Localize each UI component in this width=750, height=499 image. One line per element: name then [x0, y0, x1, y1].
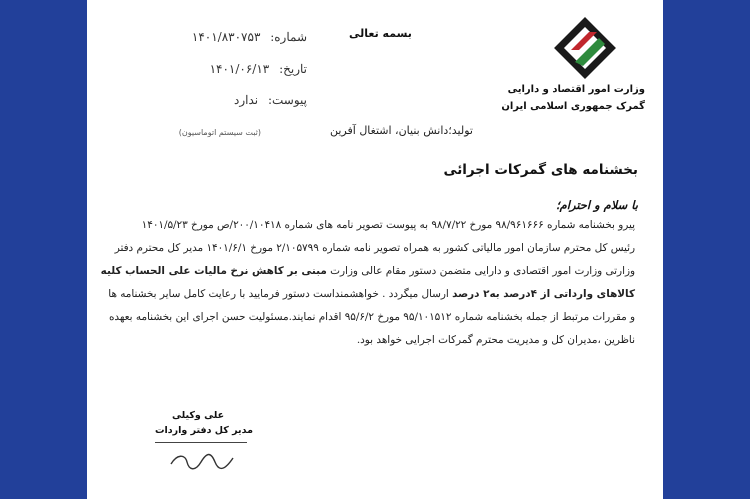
signature-line [155, 442, 247, 443]
letter-number [192, 30, 307, 44]
letter-attachment-label: پیوست: [267, 93, 307, 107]
customs-name: گمرک جمهوری اسلامی ایران [501, 101, 645, 112]
greeting: با سلام و احترام؛ [556, 198, 638, 212]
customs-logo-icon [557, 20, 613, 76]
circular-title: بخشنامه های گمرکات اجرائی [443, 162, 638, 178]
body-line-4-bold: کالاهای وارداتی از ۴درصد به۲ درصد [452, 288, 635, 300]
body-line-3 [100, 260, 635, 283]
letter-attachment-value: ندارد [234, 93, 259, 107]
body-line-3-bold: مبنی بر کاهش نرخ مالیات علی الحساب کلیه [100, 265, 327, 277]
basmala: بسمه تعالی [349, 27, 412, 40]
letter-date-value: ۱۴۰۱/۰۶/۱۳ [209, 62, 270, 76]
body-line-3-text: وزارتی وزارت امور اقتصادی و دارایی متضمن دستور مقام عالی وزارت [330, 265, 635, 277]
letter-number-label: شماره: [270, 30, 307, 44]
handwritten-signature [167, 448, 237, 480]
body-line-4-text: ارسال میگردد . خواهشمنداست دستور فرمایید با رعایت کامل سایر بخشنامه ها [108, 288, 449, 300]
body-line-6: ناظرین ،مدیران کل و مدیریت محترم گمرکات اجرایی خواهد بود. [356, 334, 635, 346]
document-page [87, 0, 663, 499]
letter-number-value: ۱۴۰۱/۸۳۰۷۵۳ [191, 30, 261, 44]
ministry-name: وزارت امور اقتصاد و دارایی [507, 84, 645, 95]
body-line-2: رئیس کل محترم سازمان امور مالیاتی کشور به همراه تصویر نامه شماره ۲/۱۰۵۷۹۹ مورخ ۱۴۰۱/۶/۱ مدیر کل محترم دفتر [114, 242, 635, 254]
letter-date [210, 62, 307, 76]
signer-name: علی وکیلی [172, 410, 225, 421]
year-motto: تولید؛دانش بنیان، اشتغال آفرین [330, 124, 473, 137]
letter-attachment [234, 93, 307, 107]
body-line-5: و مقررات مرتبط از جمله بخشنامه شماره ۹۵/۱۰۱۵۱۲ مورخ ۹۵/۶/۲ اقدام نمایند.مسئولیت حسن اجرای این بخشنامه بعهده [108, 311, 635, 323]
signer-position: مدیر کل دفتر واردات [155, 425, 253, 436]
body-line-4 [108, 283, 635, 306]
automation-note: (ثبت سیستم اتوماسیون) [178, 128, 261, 137]
letter-date-label: تاریخ: [279, 62, 307, 76]
letter-body [100, 214, 635, 352]
body-line-1: پیرو بخشنامه شماره ۹۸/۹۶۱۶۶۶ مورخ ۹۸/۷/۲۲ به پیوست تصویر نامه های شماره ۲۰۰/۱۰۴۱۸/ص مورخ ۱۴۰۱/۵/۲۳ [141, 219, 635, 231]
